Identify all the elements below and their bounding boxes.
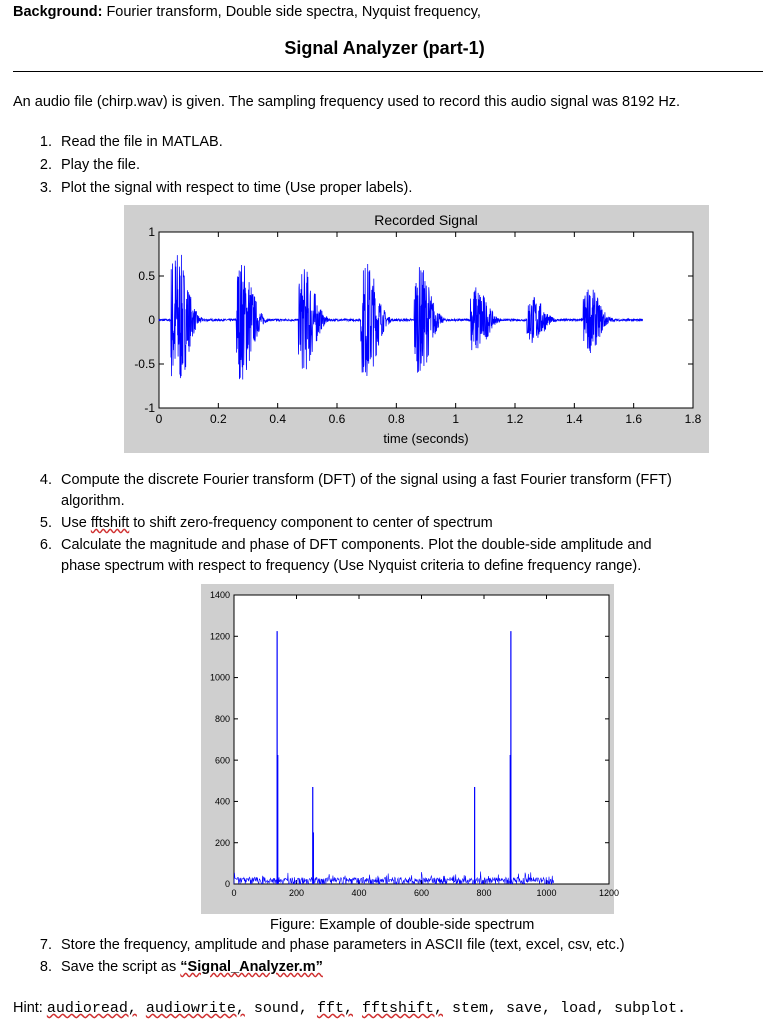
hint-fftshift: fftshift, (361, 1000, 443, 1017)
hint-fft: fft, (316, 1000, 353, 1017)
x-axis-label: time (seconds) (383, 431, 469, 446)
item-text: Store the frequency, amplitude and phase parameters in ASCII file (text, excel, csv, etc.) (61, 937, 625, 953)
x-tick-label: 800 (476, 888, 492, 898)
x-tick-label: 1000 (536, 888, 557, 898)
y-tick-label: 800 (214, 714, 230, 725)
item-text: Plot the signal with respect to time (Use proper labels). (61, 180, 413, 196)
y-tick-label: -1 (144, 401, 155, 416)
x-tick-label: 1.6 (625, 412, 643, 426)
hint-audioread: audioread, (46, 1000, 137, 1017)
x-tick-label: 0 (231, 888, 237, 898)
plot-area (234, 595, 609, 884)
x-tick-label: 0.2 (209, 412, 227, 426)
x-tick-label: 1200 (598, 888, 620, 898)
x-tick-label: 200 (288, 888, 305, 898)
figure-caption: Figure: Example of double-side spectrum (270, 917, 535, 933)
item-text: Play the file. (61, 157, 140, 173)
page-title: Signal Analyzer (part-1) (284, 38, 485, 58)
hint-line (13, 1000, 686, 1017)
item-text: Calculate the magnitude and phase of DFT components. Plot the double-side amplitude and (61, 537, 652, 553)
y-tick-label: 1000 (209, 672, 230, 683)
y-tick-label: 0 (224, 879, 230, 890)
item-text-pre: Use (61, 515, 91, 531)
item-number: 8. (39, 959, 52, 975)
x-tick-label: 0.8 (387, 412, 405, 426)
y-tick-label: 200 (214, 837, 230, 848)
item-number: 1. (39, 134, 52, 150)
x-tick-label: 600 (413, 888, 430, 898)
y-tick-label: 0.5 (138, 269, 155, 284)
background-text: Fourier transform, Double side spectra, Nyquist frequency, (102, 4, 481, 20)
x-tick-label: 400 (351, 888, 367, 898)
item-text-continued: algorithm. (61, 493, 125, 509)
hint-label: Hint: (13, 1000, 47, 1016)
x-tick-label: 1 (452, 412, 460, 426)
item-number: 6. (39, 537, 52, 553)
item-number: 2. (39, 157, 52, 173)
item-text (61, 959, 323, 975)
x-tick-label: 1.4 (565, 412, 583, 426)
x-tick-label: 1.2 (506, 412, 524, 426)
recorded-signal-figure (124, 205, 709, 453)
x-tick-label: 1.8 (684, 412, 702, 426)
item-text-post: to shift zero-frequency component to center of spectrum (129, 515, 493, 531)
item-number: 3. (39, 180, 52, 196)
spectrum-chart (201, 584, 620, 914)
item-number: 4. (39, 472, 52, 488)
spectrum-figure (201, 584, 620, 914)
intro-paragraph: An audio file (chirp.wav) is given. The sampling frequency used to record this audio signal was 8192 Hz. (13, 94, 681, 110)
background-label: Background: (13, 4, 103, 20)
item-number: 7. (39, 937, 52, 953)
item-text: Compute the discrete Fourier transform (DFT) of the signal using a fast Fourier transform (FFT) (61, 472, 672, 488)
hint-load: load, (560, 1000, 606, 1017)
x-tick-label: 0.4 (269, 412, 287, 426)
y-tick-label: -0.5 (134, 357, 155, 372)
x-tick-label: 0 (155, 412, 163, 426)
script-filename: “Signal_Analyzer.m” (180, 959, 323, 975)
chart-title: Recorded Signal (374, 212, 478, 228)
y-tick-label: 600 (214, 755, 230, 766)
hint-subplot: subplot. (614, 1000, 687, 1017)
hint-audiowrite: audiowrite, (145, 1000, 245, 1017)
y-tick-label: 1 (148, 225, 155, 240)
item-text (61, 515, 493, 531)
y-tick-label: 400 (214, 796, 230, 807)
y-tick-label: 1200 (209, 631, 230, 642)
hint-stem: stem, (452, 1000, 498, 1017)
item-text-pre: Save the script as (61, 959, 181, 975)
recorded-signal-chart (124, 205, 709, 453)
item-text-continued: phase spectrum with respect to frequency (Use Nyquist criteria to define frequency range). (61, 558, 642, 574)
background-line (13, 4, 481, 20)
y-tick-label: 1400 (209, 590, 230, 601)
title-divider (13, 71, 763, 72)
hint-sound: sound, (253, 1000, 308, 1017)
item-text: Read the file in MATLAB. (61, 134, 223, 150)
x-tick-label: 0.6 (328, 412, 346, 426)
fftshift-term: fftshift (90, 515, 130, 531)
y-tick-label: 0 (148, 313, 155, 328)
hint-save: save, (506, 1000, 552, 1017)
item-number: 5. (39, 515, 52, 531)
